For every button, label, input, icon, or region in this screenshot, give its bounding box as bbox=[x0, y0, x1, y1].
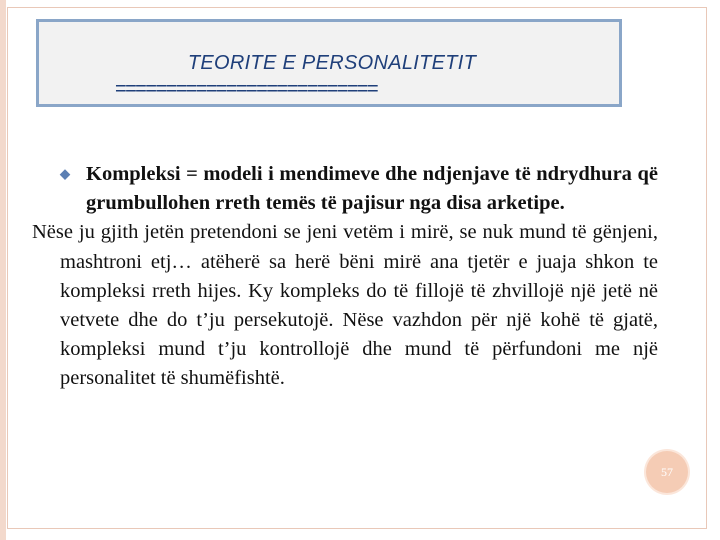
diamond-bullet-icon: ◆ bbox=[60, 166, 70, 181]
body-paragraph: Nëse ju gjith jetën pretendoni se jeni vetëm i mirë, se nuk mund të gënjeni, mashtroni etj… atëherë sa herë bëni mirë ana tjetër e juaja shkon te kompleksi rreth hijes. Ky kompleks do të fillojë të zhvillojë një jetë në vetvete dhe do t’ju persekutojë. Nëse vazhdon për një kohë të gjatë, kompleksi mund t’ju kontrollojë dhe mund të përfundoni me një personalitet të shumëfishtë. bbox=[32, 221, 658, 390]
title-underline-rule: ========================== bbox=[115, 78, 378, 100]
page-number-badge: 57 bbox=[646, 451, 688, 493]
bullet-item bbox=[60, 160, 658, 218]
left-decorative-rail bbox=[0, 0, 6, 540]
slide-body bbox=[32, 160, 658, 394]
title-box bbox=[36, 19, 622, 107]
bullet-text: Kompleksi = modeli i mendimeve dhe ndjenjave të ndrydhura që grumbullohen rreth temës të pajisur nga disa arketipe. bbox=[86, 163, 658, 215]
slide-title: TEORITE E PERSONALITETIT bbox=[187, 52, 477, 74]
